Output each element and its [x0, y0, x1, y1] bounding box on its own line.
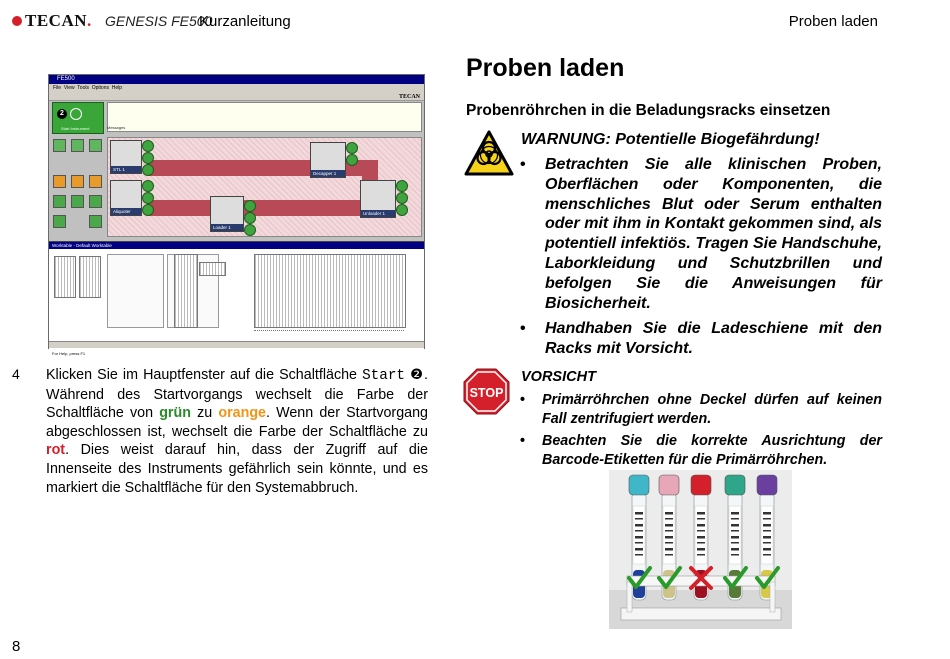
- tool-button-icon: [53, 175, 66, 188]
- screenshot-logo: TECAN: [398, 94, 420, 100]
- worktable-title: Worktable - Default Worktable: [49, 242, 424, 249]
- worktable-rack: [174, 254, 198, 328]
- instrument-deck: [107, 137, 422, 237]
- step-text-part: . Wenn der Startvorgang abgeschlossen ist, wechselt die Farbe der Schaltfläche zu: [46, 405, 428, 440]
- module-aliquoter: [110, 180, 142, 216]
- tool-button-icon: [89, 215, 102, 228]
- step-text-part: Klicken Sie im Hauptfenster auf die Schaltfläche: [46, 367, 363, 383]
- tool-button-icon: [53, 139, 66, 152]
- start-button-ref: Start: [362, 368, 405, 384]
- screenshot-menubar: [49, 84, 424, 92]
- menu-help: Help: [111, 85, 123, 91]
- module-label: Unloader 1: [361, 210, 395, 217]
- module-button-icon: [142, 204, 154, 216]
- tool-button-icon: [71, 175, 84, 188]
- header-product: GENESIS FE500: [105, 13, 213, 29]
- page-number: 8: [12, 638, 21, 655]
- step-paragraph: [46, 366, 428, 497]
- module-button-icon: [346, 142, 358, 154]
- worktable-area: [107, 254, 164, 328]
- module-button-icon: [396, 204, 408, 216]
- conveyor-track: [148, 200, 378, 216]
- module-button-icon: [142, 152, 154, 164]
- logo-text: TECAN: [25, 11, 88, 30]
- header-doc-title: Kurzanleitung: [199, 13, 291, 30]
- caution-list: [520, 391, 882, 473]
- module-button-icon: [244, 200, 256, 212]
- sample-tubes-photo: [609, 470, 792, 629]
- menu-view: View: [63, 85, 75, 91]
- worktable-rack: [79, 256, 101, 298]
- worktable-rack: [54, 256, 76, 298]
- biohazard-warning-icon: [464, 130, 514, 176]
- worktable-ruler: [254, 330, 404, 337]
- module-loader1: [210, 196, 244, 232]
- menu-file: File: [53, 85, 62, 91]
- menu-options: Options: [91, 85, 109, 91]
- caution-title: VORSICHT: [521, 369, 596, 385]
- tool-button-icon: [53, 215, 66, 228]
- tool-button-icon: [89, 195, 102, 208]
- warning-item: • Handhaben Sie die Ladeschiene mit den Racks mit Vorsicht.: [520, 319, 882, 359]
- module-button-icon: [396, 192, 408, 204]
- module-decapper1: [310, 142, 346, 178]
- start-tile-label: Start Instrument: [61, 126, 90, 131]
- start-button-tile: [52, 102, 104, 134]
- module-label: Loader 1: [211, 224, 243, 231]
- section-subtitle: Probenröhrchen in die Beladungsracks einsetzen: [466, 102, 831, 119]
- messages-panel: [107, 102, 422, 132]
- tool-button-icon: [89, 175, 102, 188]
- tool-button-icon: [89, 139, 102, 152]
- module-unloader1: [360, 180, 396, 218]
- step-text-part: . Während des Startvorgangs wechselt die Farbe der Schaltfläche von: [46, 367, 428, 422]
- module-stl1: [110, 140, 142, 174]
- caution-item: • Beachten Sie die korrekte Ausrichtung der Barcode-Etiketten für die Primärröhrchen.: [520, 432, 882, 469]
- callout-number: ❷: [410, 367, 425, 383]
- module-button-icon: [142, 180, 154, 192]
- module-button-icon: [396, 180, 408, 192]
- warning-title: WARNUNG: Potentielle Biogefährdung!: [521, 131, 820, 148]
- tool-button-icon: [71, 139, 84, 152]
- module-label: Aliquoter: [111, 208, 141, 215]
- software-screenshot: [48, 74, 425, 356]
- worktable-rack-array: [254, 254, 406, 328]
- warning-item: • Betrachten Sie alle klinischen Proben, Oberflächen oder Komponenten, die menschliches Blut oder Serum enthalten oder mit ihm in Kontakt gekommen sind, als potentiell infektiös. Tragen Sie Handschuhe, Laborkleidung und Schutzbrillen und befolgen Sie die Anweisungen für Biosicherheit.: [520, 155, 882, 313]
- module-button-icon: [244, 224, 256, 236]
- color-word-green: grün: [159, 405, 191, 422]
- step-number: 4: [12, 366, 20, 382]
- messages-tab: Messages: [107, 125, 126, 130]
- caution-item: • Primärröhrchen ohne Deckel dürfen auf keinen Fall zentrifugiert werden.: [520, 391, 882, 428]
- stop-label: STOP: [469, 386, 504, 400]
- module-button-icon: [142, 140, 154, 152]
- page-title: Proben laden: [466, 54, 625, 82]
- screenshot-toolbar: [49, 92, 424, 101]
- stop-sign-icon: [463, 368, 510, 415]
- module-button-icon: [244, 212, 256, 224]
- status-text: For Help, press F1: [52, 351, 86, 356]
- module-button-icon: [142, 192, 154, 204]
- tool-button-icon: [71, 195, 84, 208]
- step-text-part: . Dies weist darauf hin, dass der Zugriff auf die Innenseite des Instruments gefährlich sein könnte, und es markiert die Schaltfläche für den Systemabbruch.: [46, 442, 428, 496]
- tecan-logo: [12, 12, 91, 30]
- menu-tools: Tools: [77, 85, 89, 91]
- worktable-panel: [49, 241, 424, 349]
- color-word-red: rot: [46, 442, 66, 459]
- worktable-rack: [199, 262, 226, 276]
- module-label: STL 1: [111, 166, 141, 173]
- module-button-icon: [142, 164, 154, 176]
- status-bar: [49, 341, 424, 356]
- step-text-part: zu: [190, 405, 219, 422]
- start-number-badge: 2: [57, 109, 67, 119]
- logo-dot: .: [87, 11, 92, 30]
- screenshot-titlebar: FE500: [49, 75, 424, 84]
- warning-list: [520, 155, 882, 365]
- tool-button-icon: [53, 195, 66, 208]
- color-word-orange: orange: [218, 405, 267, 422]
- logo-mark-icon: [12, 16, 22, 26]
- header-section: Proben laden: [788, 13, 878, 30]
- module-button-icon: [346, 154, 358, 166]
- start-arrow-icon: [70, 108, 82, 120]
- module-label: Decapper 1: [311, 170, 345, 177]
